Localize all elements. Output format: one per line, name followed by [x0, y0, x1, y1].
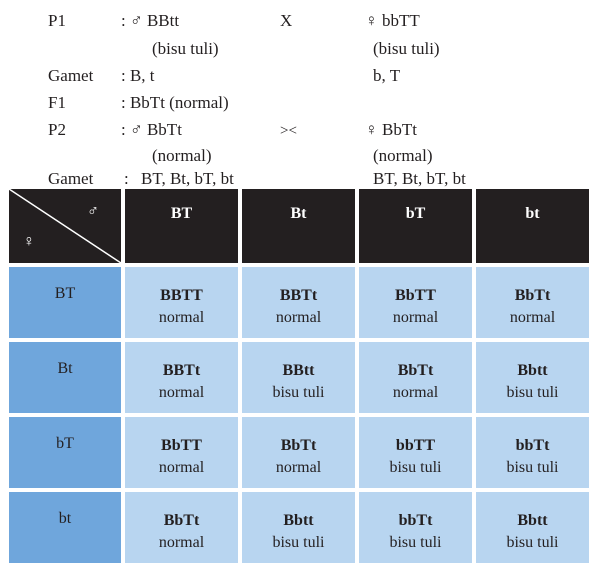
offspring-cell [242, 417, 355, 488]
row-header-BT: BT [9, 267, 121, 338]
genotype: BBTt [279, 287, 318, 304]
p2-cross-symbol: >< [280, 123, 297, 139]
offspring-cell [125, 417, 238, 488]
phenotype: bisu tuli [506, 459, 559, 476]
offspring-cell [242, 267, 355, 338]
genotype: BBTT [160, 287, 203, 304]
p2-female-genotype: ♀ BbTt [365, 120, 417, 139]
phenotype: normal [158, 534, 205, 551]
p2-male-phenotype: (normal) [152, 146, 212, 165]
offspring-cell [359, 417, 472, 488]
offspring-cell [359, 267, 472, 338]
p1-male-genotype: : ♂ BBtt [121, 11, 180, 30]
phenotype: normal [158, 384, 205, 401]
row-header-bT: bT [9, 417, 121, 488]
genotype: bbTT [395, 437, 436, 454]
phenotype: bisu tuli [506, 534, 559, 551]
gamet2-male: BT, Bt, bT, bt [141, 169, 234, 188]
phenotype: normal [392, 309, 439, 326]
col-header-Bt: Bt [242, 189, 355, 263]
diagonal-divider [9, 189, 121, 263]
phenotype: bisu tuli [389, 459, 442, 476]
phenotype: bisu tuli [506, 384, 559, 401]
offspring-cell [476, 267, 589, 338]
genotype: BbTt [397, 362, 434, 379]
genotype: BbTt [514, 287, 551, 304]
gamet1-male: : B, t [121, 66, 155, 85]
genotype: Bbtt [517, 362, 548, 379]
corner-cell [9, 189, 121, 263]
genotype: Bbtt [283, 512, 314, 529]
row-header-bt: bt [9, 492, 121, 563]
genotype: Bbtt [517, 512, 548, 529]
male-symbol: ♂ [87, 203, 99, 220]
phenotype: bisu tuli [272, 384, 325, 401]
offspring-cell [125, 267, 238, 338]
f1-label: F1 [48, 93, 66, 112]
phenotype: normal [275, 459, 322, 476]
female-symbol: ♀ [23, 233, 35, 250]
genotype: BBtt [282, 362, 315, 379]
phenotype: bisu tuli [389, 534, 442, 551]
gamet2-colon: : [124, 169, 129, 188]
p2-label: P2 [48, 120, 66, 139]
genotype: BBTt [162, 362, 201, 379]
phenotype: bisu tuli [272, 534, 325, 551]
phenotype: normal [158, 309, 205, 326]
gamet2-label: Gamet [48, 169, 94, 188]
phenotype: normal [392, 384, 439, 401]
p1-cross-symbol: X [280, 11, 293, 30]
gamet2-female: BT, Bt, bT, bt [373, 169, 466, 188]
offspring-cell [242, 492, 355, 563]
col-header-BT: BT [125, 189, 238, 263]
gamet1-label: Gamet [48, 66, 94, 85]
offspring-cell [359, 492, 472, 563]
phenotype: normal [509, 309, 556, 326]
punnett-square [9, 189, 589, 565]
phenotype: normal [158, 459, 205, 476]
phenotype: normal [275, 309, 322, 326]
col-header-bt: bt [476, 189, 589, 263]
p1-female-genotype: ♀ bbTT [365, 11, 420, 30]
offspring-cell [125, 342, 238, 413]
genotype: BbTt [280, 437, 317, 454]
p1-female-phenotype: (bisu tuli) [373, 39, 440, 58]
row-header-Bt: Bt [9, 342, 121, 413]
offspring-cell [242, 342, 355, 413]
p1-male-phenotype: (bisu tuli) [152, 39, 219, 58]
col-header-bT: bT [359, 189, 472, 263]
genotype: bbTt [398, 512, 433, 529]
offspring-cell [125, 492, 238, 563]
genotype: BbTT [161, 437, 202, 454]
f1-value: : BbTt (normal) [121, 93, 229, 112]
offspring-cell [476, 342, 589, 413]
genotype: bbTt [515, 437, 550, 454]
p2-female-phenotype: (normal) [373, 146, 433, 165]
cross-notation [0, 0, 600, 190]
genotype: BbTt [163, 512, 200, 529]
genotype: BbTT [395, 287, 436, 304]
p1-label: P1 [48, 11, 66, 30]
gamet1-female: b, T [373, 66, 401, 85]
offspring-cell [359, 342, 472, 413]
p2-male-genotype: : ♂ BbTt [121, 120, 182, 139]
offspring-cell [476, 492, 589, 563]
offspring-cell [476, 417, 589, 488]
